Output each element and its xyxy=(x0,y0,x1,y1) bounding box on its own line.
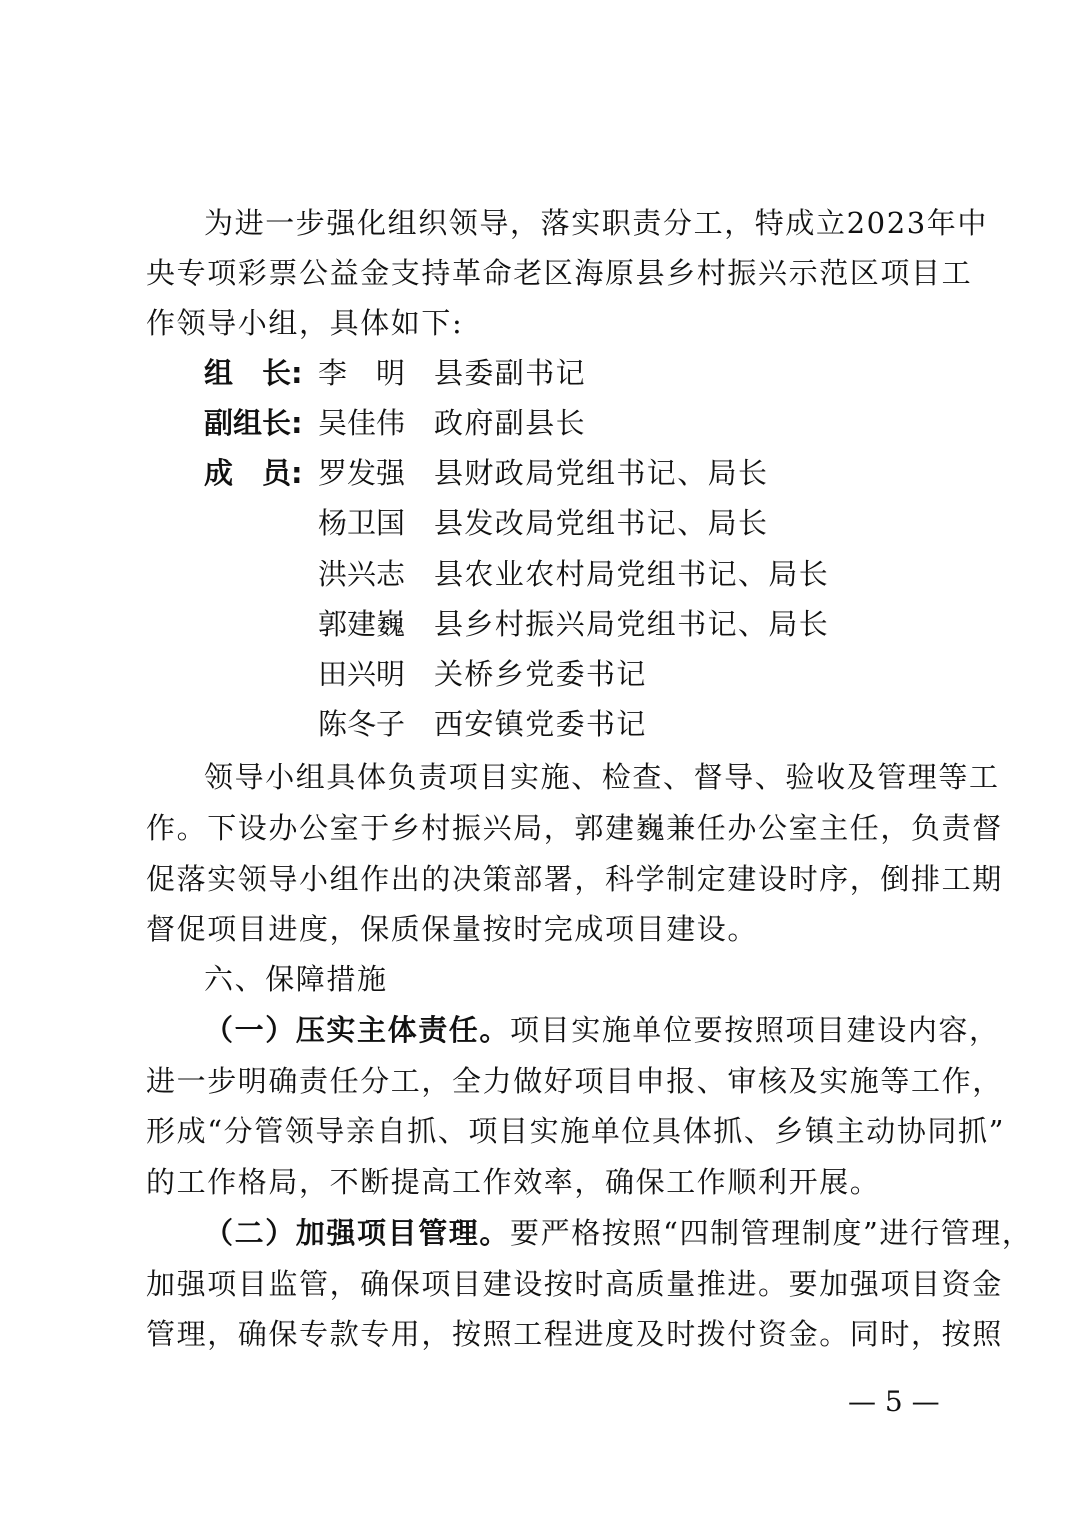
sub1-first-text: 项目实施单位要按照项目建设内容， xyxy=(510,1013,1000,1047)
intro-line-2: 央专项彩票公益金支持革命老区海原县乡村振兴示范区项目工 xyxy=(146,256,973,290)
page-number: — 5 — xyxy=(848,1385,940,1418)
members-label: 成 员: xyxy=(204,456,303,490)
member-name: 郭建巍 xyxy=(318,607,406,641)
sub1-heading: （一）压实主体责任。 xyxy=(204,1013,511,1047)
sub1-line: 的工作格局，不断提高工作效率，确保工作顺利开展。 xyxy=(146,1165,881,1199)
intro-line-3: 作领导小组，具体如下: xyxy=(146,306,464,340)
member-name: 洪兴志 xyxy=(318,557,406,591)
duties-line-1: 领导小组具体负责项目实施、检查、督导、验收及管理等工 xyxy=(204,760,1000,794)
deputy-title: 政府副县长 xyxy=(434,406,587,440)
intro-line-1: 为进一步强化组织领导，落实职责分工，特成立2023年中 xyxy=(204,206,989,240)
leader-name: 李 明 xyxy=(318,356,406,390)
sub2-line: 加强项目监管，确保项目建设按时高质量推进。要加强项目资金 xyxy=(146,1267,1003,1301)
deputy-label: 副组长: xyxy=(204,406,303,440)
member-title: 县财政局党组书记、局长 xyxy=(434,456,769,490)
leader-title: 县委副书记 xyxy=(434,356,587,390)
sub1-first-line xyxy=(204,1013,1000,1047)
duties-line-2: 作。下设办公室于乡村振兴局，郭建巍兼任办公室主任，负责督 xyxy=(146,811,1003,845)
deputy-name: 吴佳伟 xyxy=(318,406,406,440)
sub1-line: 形成“分管领导亲自抓、项目实施单位具体抓、乡镇主动协同抓” xyxy=(146,1114,1006,1148)
duties-line-3: 促落实领导小组作出的决策部署，科学制定建设时序，倒排工期 xyxy=(146,862,1003,896)
member-name: 陈冬子 xyxy=(318,707,406,741)
member-title: 西安镇党委书记 xyxy=(434,707,647,741)
sub2-heading: （二）加强项目管理。 xyxy=(204,1216,511,1250)
member-name: 田兴明 xyxy=(318,657,406,691)
member-title: 县乡村振兴局党组书记、局长 xyxy=(434,607,830,641)
leader-label: 组 长: xyxy=(204,356,303,390)
duties-line-4: 督促项目进度，保质保量按时完成项目建设。 xyxy=(146,912,759,946)
sub2-first-text: 要严格按照“四制管理制度”进行管理， xyxy=(510,1216,1033,1250)
sub2-first-line xyxy=(204,1216,1033,1250)
member-title: 县发改局党组书记、局长 xyxy=(434,506,769,540)
member-title: 关桥乡党委书记 xyxy=(434,657,647,691)
section-heading: 六、保障措施 xyxy=(204,962,388,996)
sub1-line: 进一步明确责任分工，全力做好项目申报、审核及实施等工作， xyxy=(146,1064,1003,1098)
sub2-line: 管理，确保专款专用，按照工程进度及时拨付资金。同时，按照 xyxy=(146,1317,1003,1351)
member-name: 罗发强 xyxy=(318,456,406,490)
member-name: 杨卫国 xyxy=(318,506,406,540)
member-title: 县农业农村局党组书记、局长 xyxy=(434,557,830,591)
